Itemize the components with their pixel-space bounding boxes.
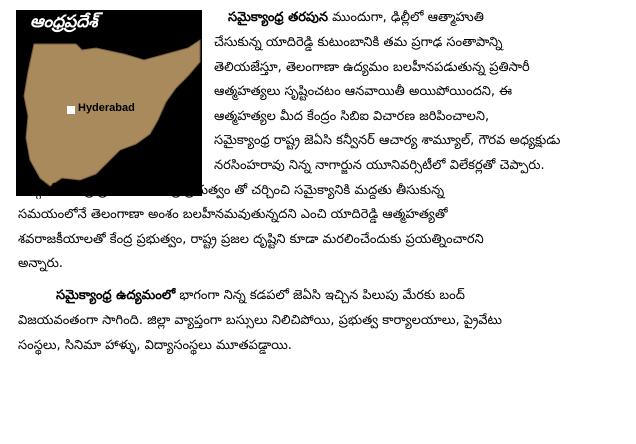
article-line: సంస్థలు, సినిమా హాళ్ళు, విద్యాసంస్థలు మూతపడ్డాయి. (18, 338, 292, 353)
article-line: తెలియజేస్తూ, తెలంగాణా ఉద్యమం బలహీనపడుతున్న ప్రతిసారీ (214, 60, 530, 75)
andhra-pradesh-map (16, 10, 202, 196)
article-line: నరసింహరావు నిన్న నాగార్జున యూనివర్సిటీలో విలేకర్లతో చెప్పారు. (214, 158, 545, 173)
article-line: ఆత్మహత్యలు సృష్టించటం ఆనవాయితీ అయిపోయిందని, ఈ (214, 84, 513, 99)
lead-phrase: సమైక్యాంధ్ర ఉద్యమంలో (56, 288, 176, 303)
lead-phrase: సమైక్యాంధ్ర తరపున (228, 10, 329, 25)
article-line: సరిగ్గా సీమాంధ్ర ప్రతినిధులు కేంద్ర ప్రభుత్వం తో చర్చించి సమైక్యానికి మద్దతు తీసుకున్న (18, 183, 445, 198)
hyderabad-marker-icon (67, 106, 75, 114)
article-line: చేసుకున్న యాదిరెడ్డి కుటుంబానికి తమ ప్రగాఢ సంతాపాన్ని (214, 35, 503, 50)
article-line: ఆత్మహత్యల మీద కేంద్రం సిబిఐ విచారణ జరిపించాలని, (214, 109, 490, 124)
city-label: Hyderabad (78, 102, 135, 114)
map-title: ఆంధ్రప్రదేశ్ (30, 12, 98, 32)
article-line: అన్నారు. (18, 256, 64, 271)
article-line: శవరాజకీయాలతో కేంద్ర ప్రభుత్వం, రాష్ట్ర ప్రజల దృష్టిని కూడా మరలించేందుకు ప్రయత్నించారని (18, 232, 484, 247)
article-line: సమైక్యాంధ్ర రాష్ట్ర జెఏసి కన్వీనర్ ఆచార్య శామ్యూల్, గౌరవ అధ్యక్షుడు (214, 133, 561, 148)
article-line: సమైక్యాంధ్ర ఉద్యమంలో భాగంగా నిన్న కడపలో జెఏసి ఇచ్చిన పిలుపు మేరకు బంద్ (56, 288, 465, 303)
article-line: విజయవంతంగా సాగింది. జిల్లా వ్యాప్తంగా బస్సులు నిలిచిపోయి, ప్రభుత్వ కార్యాలయాలు, ప్రైవేటు (18, 313, 503, 328)
article-line: సమైక్యాంధ్ర తరపున ముందుగా, ఢిల్లీలో ఆత్మాహుతి (228, 10, 484, 25)
article-line: సమయంలోనే తెలంగాణా అంశం బలహీనమవుతున్నదని ఎంచి యాదిరెడ్డి ఆత్మహత్యతో (18, 207, 448, 222)
